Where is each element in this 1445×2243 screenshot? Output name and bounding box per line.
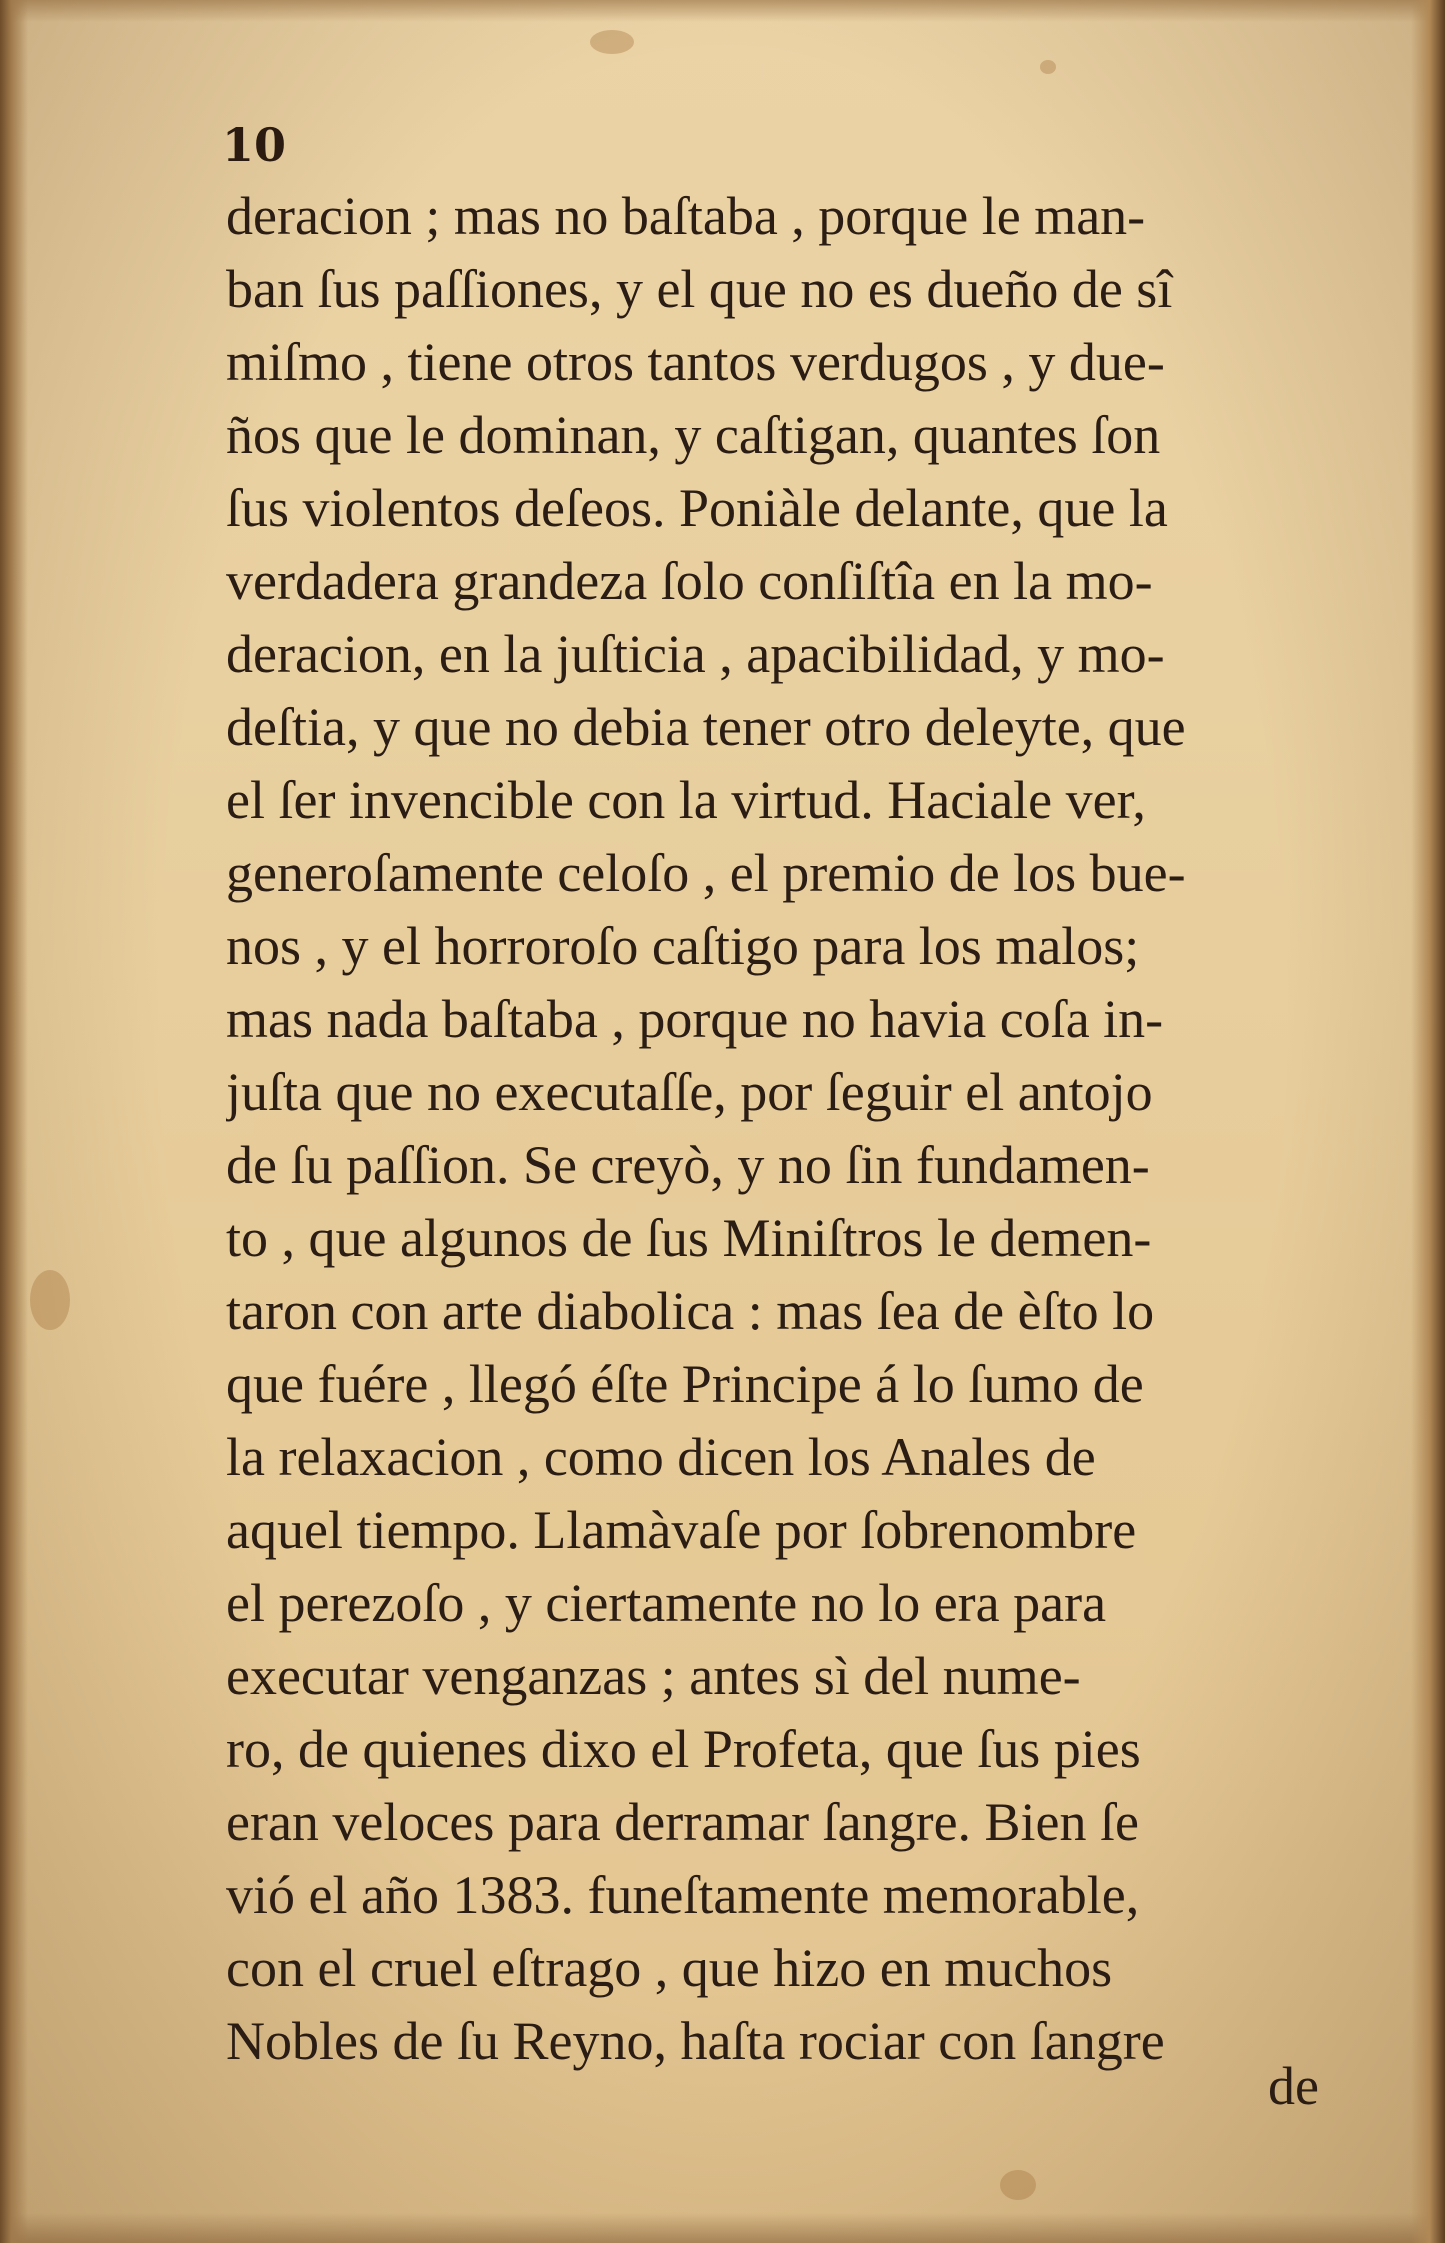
- text-line: vió el año 1383. funeſtamente memorable,: [226, 1865, 1140, 1925]
- page-edge-top: [0, 0, 1445, 22]
- page-edge-left: [0, 0, 28, 2243]
- text-line: el perezoſo , y ciertamente no lo era para: [226, 1573, 1107, 1633]
- text-line: executar venganzas ; antes sì del nume-: [226, 1646, 1081, 1706]
- text-line: juſta que no executaſſe, por ſeguir el antojo: [226, 1062, 1153, 1122]
- text-line: Nobles de ſu Reyno, haſta rociar con ſangre: [226, 2011, 1165, 2071]
- text-line: taron con arte diabolica : mas ſea de èſto lo: [226, 1281, 1155, 1341]
- text-line: nos , y el horroroſo caſtigo para los malos;: [226, 916, 1140, 976]
- text-line: generoſamente celoſo , el premio de los bue-: [226, 843, 1186, 903]
- body-text: [226, 180, 1416, 2078]
- paper-stain: [590, 30, 634, 54]
- page-edge-bottom: [0, 2213, 1445, 2243]
- text-line: ſus violentos deſeos. Poniàle delante, que la: [226, 478, 1168, 538]
- text-line: to , que algunos de ſus Miniſtros le demen-: [226, 1208, 1152, 1268]
- text-line: ro, de quienes dixo el Profeta, que ſus pies: [226, 1719, 1141, 1779]
- text-line: con el cruel eſtrago , que hizo en muchos: [226, 1938, 1113, 1998]
- text-line: mas nada baſtaba , porque no havia coſa in-: [226, 989, 1164, 1049]
- text-line: ban ſus paſſiones, y el que no es dueño de sî: [226, 259, 1173, 319]
- text-line: aquel tiempo. Llamàvaſe por ſobrenombre: [226, 1500, 1137, 1560]
- paper-stain: [1040, 60, 1056, 74]
- page-edge-right: [1411, 0, 1445, 2243]
- paper-stain: [1000, 2170, 1036, 2200]
- text-line: deracion ; mas no baſtaba , porque le man-: [226, 186, 1146, 246]
- text-line: miſmo , tiene otros tantos verdugos , y due-: [226, 332, 1165, 392]
- paper-stain: [30, 1270, 70, 1330]
- text-line: de ſu paſſion. Se creyò, y no ſin fundamen-: [226, 1135, 1150, 1195]
- page-number: 10: [222, 118, 287, 172]
- text-line: ños que le dominan, y caſtigan, quantes ſon: [226, 405, 1161, 465]
- text-line: la relaxacion , como dicen los Anales de: [226, 1427, 1096, 1487]
- text-line: deracion, en la juſticia , apacibilidad, y mo-: [226, 624, 1165, 684]
- text-line: que fuére , llegó éſte Principe á lo ſumo de: [226, 1354, 1144, 1414]
- catchword: de: [1268, 2056, 1319, 2116]
- text-line: deſtia, y que no debia tener otro deleyte, que: [226, 697, 1186, 757]
- text-line: eran veloces para derramar ſangre. Bien ſe: [226, 1792, 1139, 1852]
- text-line: verdadera grandeza ſolo conſiſtîa en la mo-: [226, 551, 1153, 611]
- text-line: el ſer invencible con la virtud. Haciale ver,: [226, 770, 1146, 830]
